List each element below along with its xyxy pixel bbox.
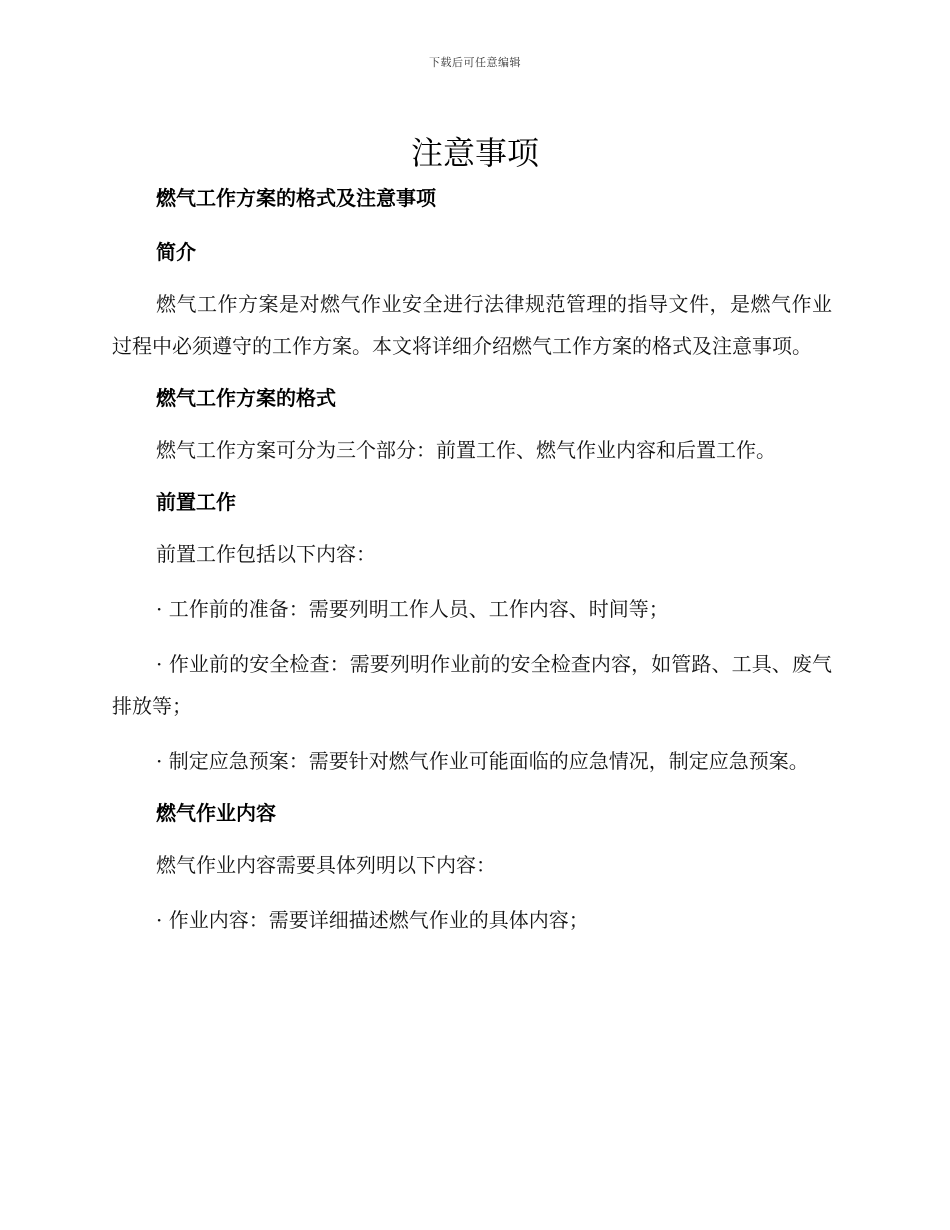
subtitle-heading: 燃气工作方案的格式及注意事项: [156, 186, 436, 210]
list-item: · 制定应急预案：需要针对燃气作业可能面临的应急情况，制定应急预案。: [156, 749, 809, 773]
list-item: · 作业内容：需要详细描述燃气作业的具体内容；: [156, 908, 589, 932]
document-body: [112, 180, 832, 941]
page-title: 注意事项: [410, 134, 539, 172]
pre-work-heading: 前置工作: [156, 490, 236, 514]
intro-heading: 简介: [156, 240, 196, 264]
header-note: 下载后可任意编辑: [429, 56, 521, 69]
list-item: · 工作前的准备：需要列明工作人员、工作内容、时间等；: [156, 597, 669, 621]
work-content-heading: 燃气作业内容: [156, 801, 276, 825]
pre-work-paragraph: 前置工作包括以下内容：: [156, 542, 376, 566]
format-heading: 燃气工作方案的格式: [156, 386, 336, 410]
format-paragraph: 燃气工作方案可分为三个部分：前置工作、燃气作业内容和后置工作。: [156, 438, 776, 462]
work-content-paragraph: 燃气作业内容需要具体列明以下内容：: [156, 853, 496, 877]
intro-paragraph: 燃气工作方案是对燃气作业安全进行法律规范管理的指导文件，是燃气作业过程中必须遵守的工作方案。本文将详细介绍燃气工作方案的格式及注意事项。: [112, 292, 832, 358]
list-item: · 作业前的安全检查：需要列明作业前的安全检查内容，如管路、工具、废气排放等；: [112, 652, 832, 718]
